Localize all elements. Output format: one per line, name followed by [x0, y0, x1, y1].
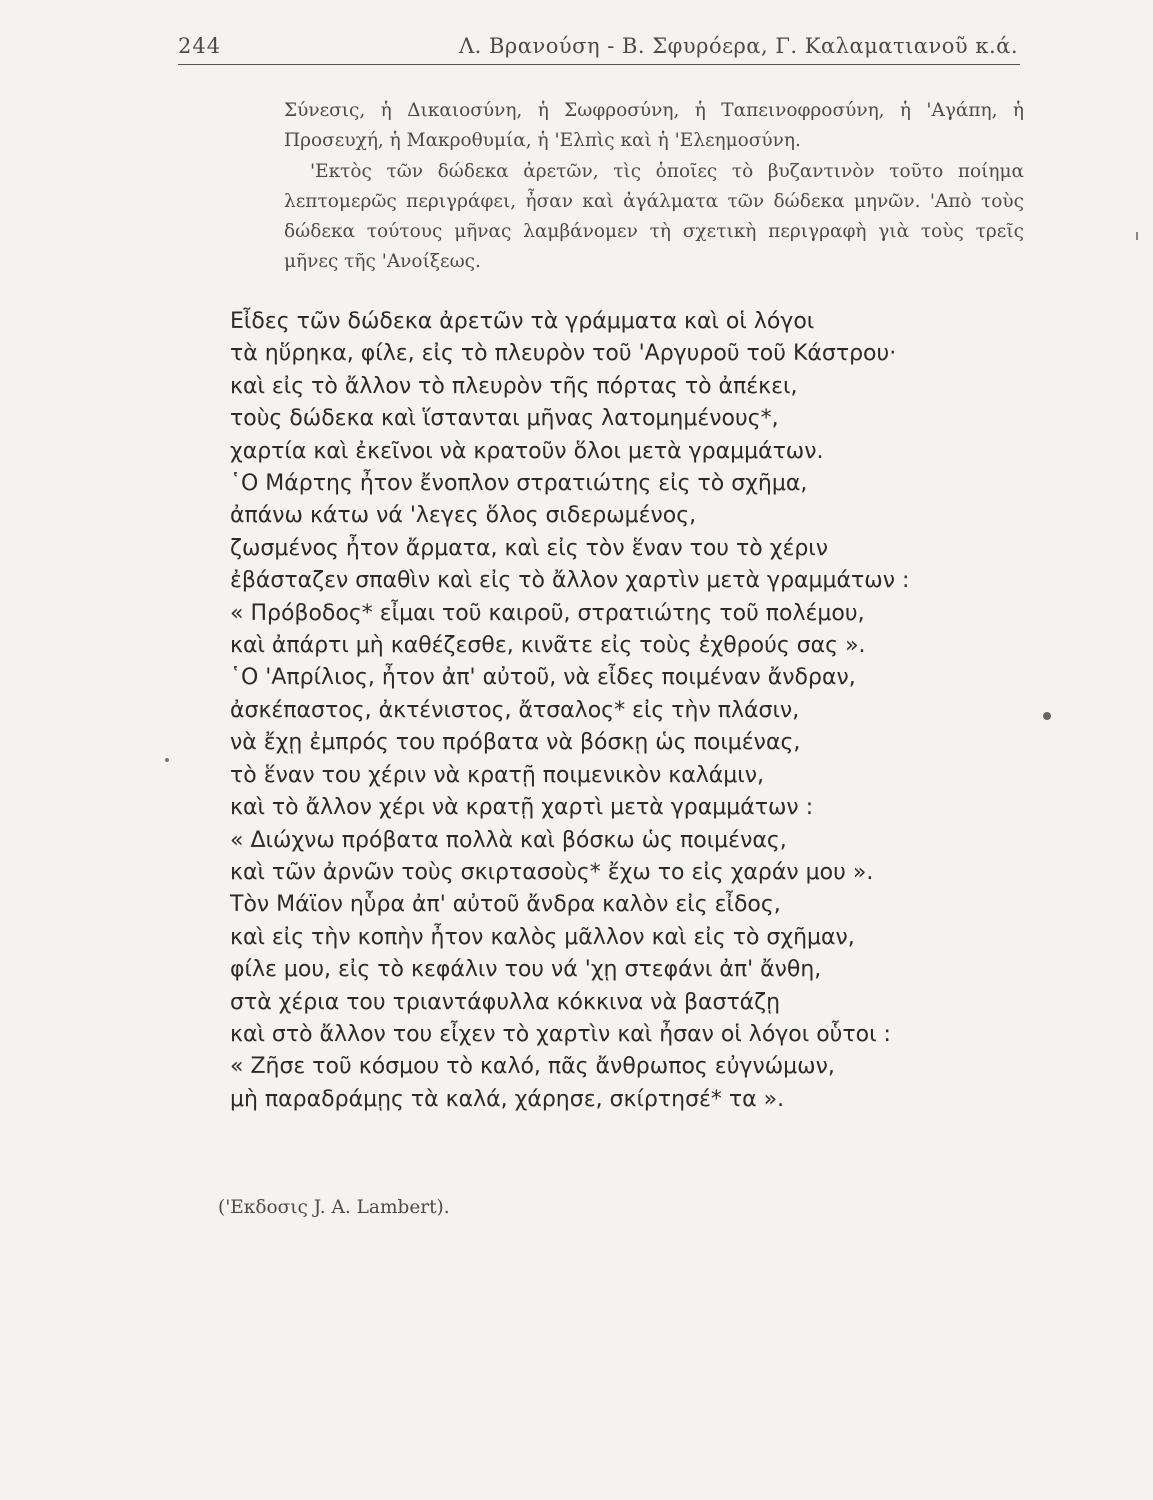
- poem-line: χαρτία καὶ ἐκεῖνοι νὰ κρατοῦν ὅλοι μετὰ γραμμάτων.: [230, 438, 824, 464]
- poem-line: ζωσμένος ἦτον ἄρματα, καὶ εἰς τὸν ἕναν του τὸ χέριν: [230, 535, 829, 561]
- poem-line: τὸ ἕναν του χέριν νὰ κρατῇ ποιμενικὸν καλάμιν,: [230, 762, 764, 788]
- poem-line: ἀπάνω κάτω νά 'λεγες ὅλος σιδερωμένος,: [230, 503, 697, 529]
- poem-line: Τὸν Μάϊον ηὗρα ἀπ' αὐτοῦ ἄνδρα καλὸν εἰς εἶδος,: [230, 892, 781, 918]
- poem-line: μὴ παραδράμῃς τὰ καλά, χάρησε, σκίρτησέ* τα ».: [230, 1086, 785, 1112]
- poem-line: « Πρόβοδος* εἶμαι τοῦ καιροῦ, στρατιώτης τοῦ πολέμου,: [230, 600, 865, 626]
- poem-line: « Ζῆσε τοῦ κόσμου τὸ καλό, πᾶς ἄνθρωπος εὐγνώμων,: [230, 1054, 835, 1080]
- poem-line: ῾Ο 'Απρίλιος, ἦτον ἀπ' αὐτοῦ, νὰ εἶδες ποιμέναν ἄνδραν,: [230, 665, 856, 691]
- poem-line: Εἶδες τῶν δώδεκα ἀρετῶν τὰ γράμματα καὶ οἱ λόγοι: [230, 309, 815, 334]
- page-number: 244: [178, 34, 222, 58]
- poem-line: φίλε μου, εἰς τὸ κεφάλιν του νά 'χῃ στεφάνι ἀπ' ἄνθη,: [230, 957, 822, 983]
- poem-line: στὰ χέρια του τριαντάφυλλα κόκκινα νὰ βαστάζῃ: [230, 989, 781, 1015]
- poem-line: καὶ εἰς τὸ ἄλλον τὸ πλευρὸν τῆς πόρτας τὸ ἀπέκει,: [230, 373, 798, 399]
- poem-line: τοὺς δώδεκα καὶ ἵστανται μῆνας λατομημένους*,: [230, 406, 779, 432]
- source-note: ('Εκδοσις J. A. Lambert).: [218, 1197, 450, 1218]
- poem-line: καὶ στὸ ἄλλον του εἶχεν τὸ χαρτὶν καὶ ἦσαν οἱ λόγοι οὗτοι :: [230, 1021, 891, 1047]
- intro-paragraph-2: 'Εκτὸς τῶν δώδεκα ἀρετῶν, τὶς ὁποῖες τὸ βυζαντινὸν τοῦτο ποίημα λεπτομερῶς περιγράφει, ἦσαν καὶ ἀγάλματα τῶν δώδεκα μηνῶν. 'Απὸ τοὺς δώδεκα τούτους μῆνας λαμβάνομεν τὴ σχετικὴ περιγραφὴ γιὰ τοὺς τρεῖς μῆνες τῆς 'Ανοίξεως.: [284, 160, 1024, 273]
- intro-paragraph-1: Σύνεσις, ἡ Δικαιοσύνη, ἡ Σωφροσύνη, ἡ Ταπεινοφροσύνη, ἡ 'Αγάπη, ἡ Προσευχή, ἡ Μακροθυμία, ἡ 'Ελπὶς καὶ ἡ 'Ελεημοσύνη.: [284, 100, 1024, 152]
- poem-line: καὶ τῶν ἀρνῶν τοὺς σκιρτασοὺς* ἔχω το εἰς χαράν μου ».: [230, 859, 874, 885]
- poem-line: νὰ ἔχῃ ἐμπρός του πρόβατα νὰ βόσκῃ ὡς ποιμένας,: [230, 730, 801, 756]
- intro-text: [284, 96, 1024, 278]
- ink-speck: [1136, 232, 1138, 240]
- poem: [230, 306, 1020, 1116]
- poem-line: καὶ τὸ ἄλλον χέρι νὰ κρατῇ χαρτὶ μετὰ γραμμάτων :: [230, 795, 814, 821]
- poem-line: ἀσκέπαστος, ἀκτένιστος, ἄτσαλος* εἰς τὴν πλάσιν,: [230, 697, 800, 723]
- poem-line: ἐβάσταζεν σπαθὶν καὶ εἰς τὸ ἄλλον χαρτὶν μετὰ γραμμάτων :: [230, 568, 910, 594]
- running-title: Λ. Βρανούση - Β. Σφυρόερα, Γ. Καλαματιανοῦ κ.ά.: [458, 34, 1018, 58]
- poem-line: « Διώχνω πρόβατα πολλὰ καὶ βόσκω ὡς ποιμένας,: [230, 827, 787, 853]
- poem-line: καὶ ἀπάρτι μὴ καθέζεσθε, κινᾶτε εἰς τοὺς ἐχθρούς σας ».: [230, 633, 866, 659]
- ink-speck: [1043, 712, 1051, 720]
- poem-line: ῾Ο Μάρτης ἦτον ἔνοπλον στρατιώτης εἰς τὸ σχῆμα,: [230, 471, 808, 497]
- poem-line: τὰ ηὕρηκα, φίλε, εἰς τὸ πλευρὸν τοῦ 'Αργυροῦ τοῦ Κάστρου·: [230, 341, 897, 367]
- poem-line: καὶ εἰς τὴν κοπὴν ἦτον καλὸς μᾶλλον καὶ εἰς τὸ σχῆμαν,: [230, 924, 855, 950]
- running-head: [178, 28, 1018, 62]
- header-rule: [178, 64, 1020, 65]
- ink-speck: [165, 758, 169, 762]
